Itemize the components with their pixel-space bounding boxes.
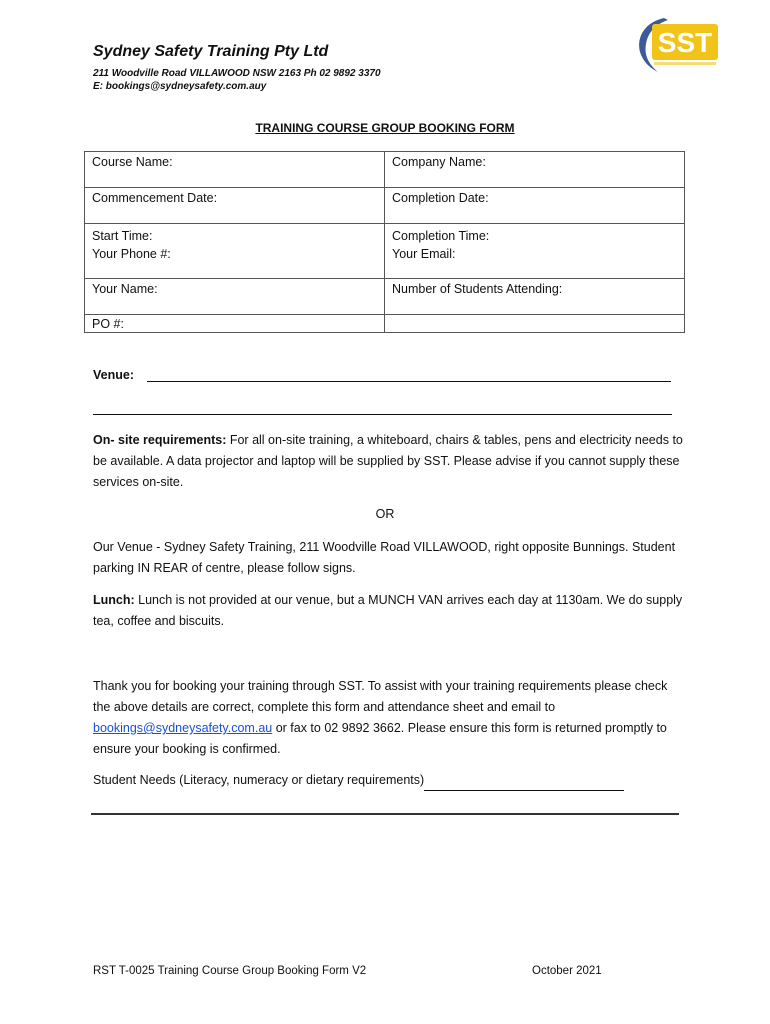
course-name-field[interactable] xyxy=(85,152,385,188)
venue-input-line-2[interactable] xyxy=(93,414,672,415)
student-needs xyxy=(93,770,683,791)
onsite-text: For all on-site training, a whiteboard, chairs & tables, pens and electricity needs to be available. A data projector and laptop will be supplied by SST. Please advise if you cannot supply these services on-site. xyxy=(93,433,683,489)
thank-you-paragraph xyxy=(93,676,683,760)
venue-input-line[interactable] xyxy=(147,381,671,382)
completion-time-email-field[interactable] xyxy=(385,224,685,279)
course-name-label: Course Name: xyxy=(92,155,173,169)
commencement-date-field[interactable] xyxy=(85,188,385,224)
po-label: PO #: xyxy=(92,317,124,331)
venue-label: Venue: xyxy=(93,368,134,382)
lunch-info xyxy=(93,590,683,632)
completion-time-label: Completion Time: xyxy=(392,229,490,243)
email-label: Your Email: xyxy=(392,247,456,261)
company-name: Sydney Safety Training Pty Ltd xyxy=(93,43,329,60)
lunch-text: Lunch is not provided at our venue, but a MUNCH VAN arrives each day at 1130am. We do supply tea, coffee and biscuits. xyxy=(93,593,683,628)
start-time-label: Start Time: xyxy=(92,229,153,243)
company-name-label: Company Name: xyxy=(392,155,486,169)
your-name-field[interactable] xyxy=(85,279,385,315)
commencement-date-label: Commencement Date: xyxy=(92,191,218,205)
onsite-label: On- site requirements: xyxy=(93,433,227,447)
sst-logo xyxy=(634,14,726,74)
separator-line xyxy=(91,813,679,815)
address-line: 211 Woodville Road VILLAWOOD NSW 2163 Ph 02 9892 3370 xyxy=(93,68,381,79)
email-line: E: bookings@sydneysafety.com.auy xyxy=(93,81,267,92)
or-divider: OR xyxy=(375,507,395,521)
po-field[interactable] xyxy=(85,315,385,333)
logo-text: SST xyxy=(657,27,713,58)
phone-label: Your Phone #: xyxy=(92,247,171,261)
students-attending-field[interactable] xyxy=(385,279,685,315)
lunch-label: Lunch: xyxy=(93,593,135,607)
thanks-text-before: Thank you for booking your training through SST. To assist with your training requirements please check the above details are correct, complete this form and attendance sheet and email to xyxy=(93,679,668,714)
footer-date: October 2021 xyxy=(532,965,602,977)
student-needs-input-line[interactable] xyxy=(424,776,624,791)
completion-date-field[interactable] xyxy=(385,188,685,224)
company-name-field[interactable] xyxy=(385,152,685,188)
bookings-email-link[interactable]: bookings@sydneysafety.com.au xyxy=(93,721,273,735)
booking-details-table xyxy=(84,151,685,333)
empty-cell[interactable] xyxy=(385,315,685,333)
onsite-requirements xyxy=(93,430,683,493)
company-address xyxy=(93,67,381,93)
form-title: TRAINING COURSE GROUP BOOKING FORM xyxy=(255,121,515,135)
your-name-label: Your Name: xyxy=(92,282,158,296)
footer-doc-ref: RST T-0025 Training Course Group Booking Form V2 xyxy=(93,965,367,977)
student-needs-label: Student Needs (Literacy, numeracy or dietary requirements) xyxy=(93,773,425,787)
our-venue-text: Our Venue - Sydney Safety Training, 211 Woodville Road VILLAWOOD, right opposite Bunnings. Student parking IN REAR of centre, please follow signs. xyxy=(93,540,676,575)
completion-date-label: Completion Date: xyxy=(392,191,489,205)
thanks-text-after: or fax to 02 9892 3662. Please ensure this form is returned promptly to ensure your booking is confirmed. xyxy=(93,721,667,756)
start-time-phone-field[interactable] xyxy=(85,224,385,279)
students-attending-label: Number of Students Attending: xyxy=(392,282,563,296)
